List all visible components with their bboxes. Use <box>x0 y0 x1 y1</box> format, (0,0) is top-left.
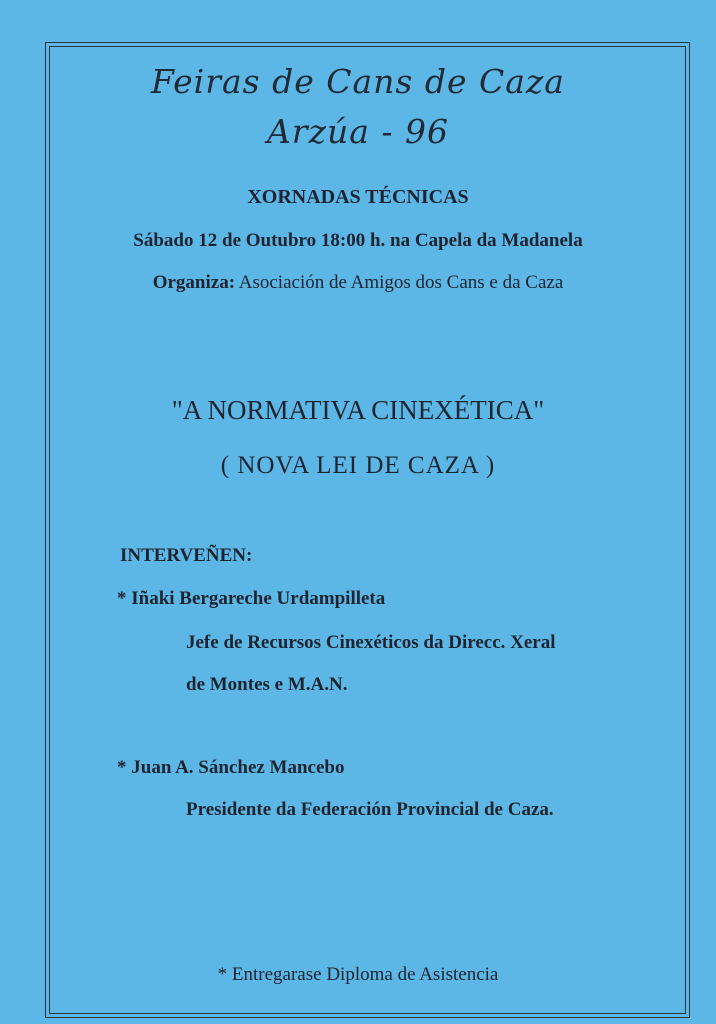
speaker-2-role-line1: Presidente da Federación Provincial de Caza. <box>186 799 554 820</box>
date-place: Sábado 12 de Outubro 18:00 h. na Capela da Madanela <box>133 230 583 251</box>
section-title: XORNADAS TÉCNICAS <box>247 186 469 208</box>
organizer-line <box>0 272 716 294</box>
speaker-1-name: * Iñaki Bergareche Urdampilleta <box>117 588 386 609</box>
event-series-title: Feiras de Cans de Caza <box>151 62 565 101</box>
speakers-heading: INTERVEÑEN: <box>120 545 253 566</box>
organizer-name: Asociación de Amigos dos Cans e da Caza <box>238 272 564 293</box>
talk-title: "A NORMATIVA CINEXÉTICA" <box>171 395 545 425</box>
speaker-2-name: * Juan A. Sánchez Mancebo <box>117 757 345 778</box>
event-location-year: Arzúa - 96 <box>266 112 450 151</box>
speaker-1-role-line2: de Montes e M.A.N. <box>186 674 348 695</box>
organizer-label: Organiza: <box>152 272 236 293</box>
speaker-1-role-line1: Jefe de Recursos Cinexéticos da Direcc. Xeral <box>186 632 556 653</box>
footer-note: * Entregarase Diploma de Asistencia <box>217 964 499 985</box>
talk-subtitle: ( NOVA LEI DE CAZA ) <box>220 452 496 479</box>
